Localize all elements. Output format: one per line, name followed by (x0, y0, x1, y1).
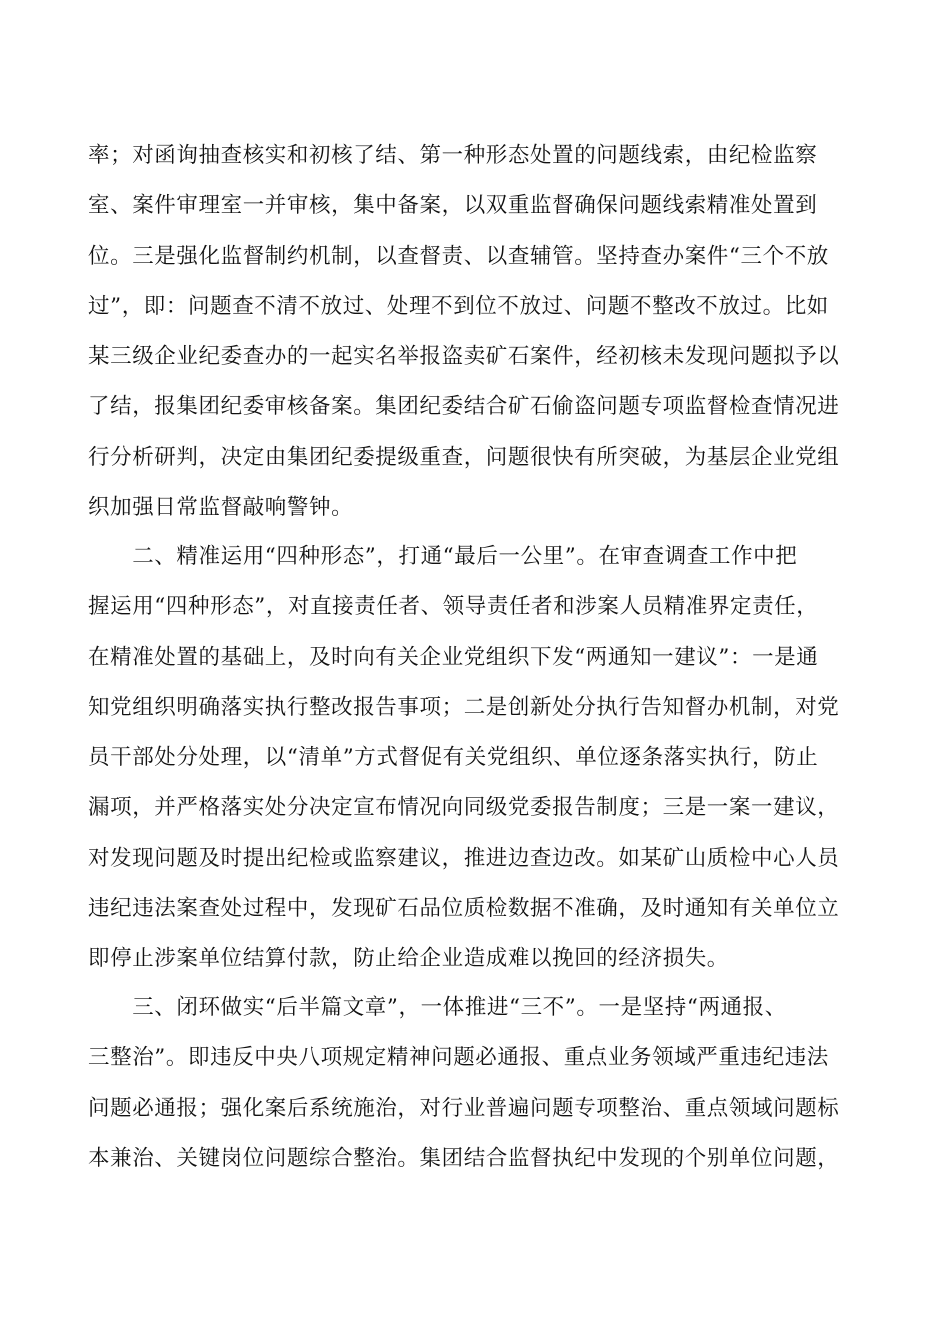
paragraph-line: 三、闭环做实“后半篇文章”，一体推进“三不”。一是坚持“两通报、 (88, 995, 787, 1020)
paragraph-1 (88, 131, 864, 533)
paragraph-line: 了结，报集团纪委审核备案。集团纪委结合矿石偷盗问题专项监督检查情况进 (88, 394, 840, 420)
paragraph-line: 知党组织明确落实执行整改报告事项；二是创新处分执行告知督办机制，对党 (88, 694, 840, 720)
paragraph-line: 行分析研判，决定由集团纪委提级重查，问题很快有所突破，为基层企业党组 (88, 444, 840, 470)
paragraph-line: 问题必通报；强化案后系统施治，对行业普遍问题专项整治、重点领域问题标 (88, 1095, 840, 1121)
paragraph-line: 握运用“四种形态”，对直接责任者、领导责任者和涉案人员精准界定责任， (88, 594, 819, 620)
paragraph-line: 对发现问题及时提出纪检或监察建议，推进边查边改。如某矿山质检中心人员 (88, 845, 840, 871)
paragraph-line: 室、案件审理室一并审核，集中备案，以双重监督确保问题线索精准处置到 (88, 193, 818, 219)
paragraph-2 (88, 532, 864, 985)
paragraph-line: 即停止涉案单位结算付款，防止给企业造成难以挽回的经济损失。 (88, 946, 729, 972)
paragraph-line: 三整治”。即违反中央八项规定精神问题必通报、重点业务领域严重违纪违法 (88, 1045, 829, 1071)
paragraph-line: 率；对函询抽查核实和初核了结、第一种形态处置的问题线索，由纪检监察 (88, 143, 818, 168)
paragraph-line: 违纪违法案查处过程中，发现矿石品位质检数据不准确，及时通知有关单位立 (88, 896, 840, 922)
paragraph-line: 在精准处置的基础上，及时向有关企业党组织下发“两通知一建议”：一是通 (88, 644, 819, 670)
paragraph-line: 漏项，并严格落实处分决定宣布情况向同级党委报告制度；三是一案一建议， (88, 795, 840, 821)
paragraph-line: 二、精准运用“四种形态”，打通“最后一公里”。在审查调查工作中把 (88, 544, 798, 569)
paragraph-line: 位。三是强化监督制约机制，以查督责、以查辅管。坚持查办案件“三个不放 (88, 243, 829, 269)
paragraph-line: 某三级企业纪委查办的一起实名举报盗卖矿石案件，经初核未发现问题拟予以 (88, 344, 840, 370)
paragraph-line: 员干部处分处理，以“清单”方式督促有关党组织、单位逐条落实执行，防止 (88, 745, 819, 771)
paragraph-3 (88, 983, 864, 1184)
paragraph-line: 本兼治、关键岗位问题综合整治。集团结合监督执纪中发现的个别单位问题， (88, 1145, 840, 1171)
paragraph-line: 织加强日常监督敲响警钟。 (88, 495, 354, 521)
paragraph-line: 过”，即：问题查不清不放过、处理不到位不放过、问题不整改不放过。比如 (88, 293, 829, 319)
